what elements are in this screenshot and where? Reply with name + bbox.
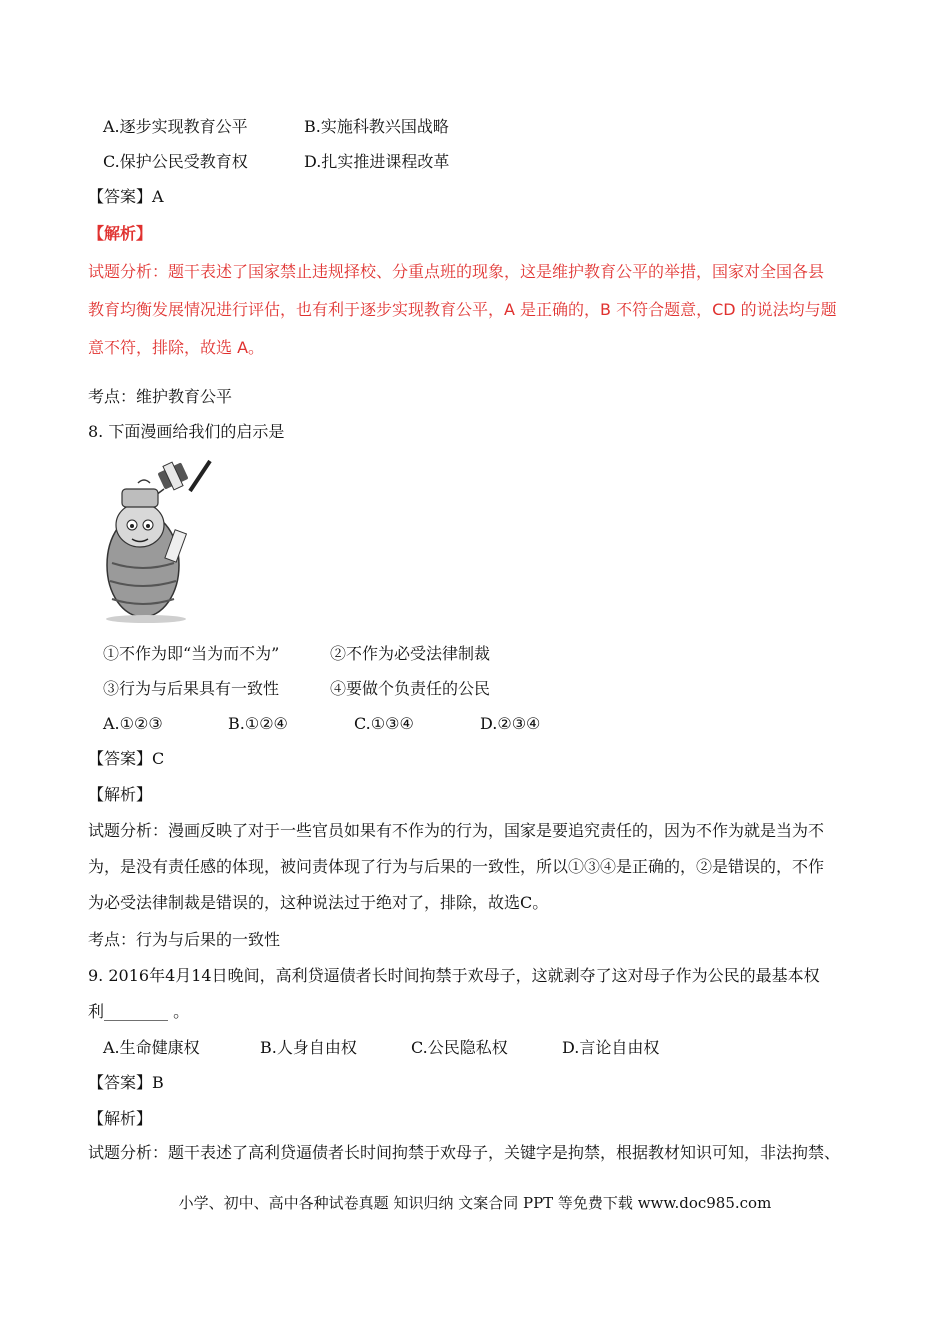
q8-option-d: D.②③④ — [480, 714, 541, 733]
q8-answer: 【答案】C — [88, 749, 165, 768]
q8-analysis-line-2: 为，是没有责任感的体现，被问责体现了行为与后果的一致性，所以①③④是正确的，②是错误的，不作 — [88, 857, 825, 876]
q8-statement-2: ②不作为必受法律制裁 — [330, 644, 491, 663]
q7-analysis-line-2: 教育均衡发展情况进行评估，也有利于逐步实现教育公平，A 是正确的，B 不符合题意，CD 的说法均与题 — [88, 300, 837, 319]
q7-answer: 【答案】A — [88, 187, 164, 206]
q8-kaodian: 考点：行为与后果的一致性 — [88, 930, 281, 949]
q9-analysis-line-1: 试题分析：题干表述了高利贷逼债者长时间拘禁于欢母子，关键字是拘禁，根据教材知识可知，非法拘禁、 — [88, 1143, 841, 1162]
q8-option-c: C.①③④ — [354, 714, 414, 733]
q8-option-a: A.①②③ — [103, 714, 163, 733]
q8-analysis-tag: 【解析】 — [88, 785, 153, 804]
q8-analysis-line-1: 试题分析：漫画反映了对于一些官员如果有不作为的行为，国家是要追究责任的，因为不作为就是当为不 — [88, 821, 825, 840]
q7-analysis-line-1: 试题分析：题干表述了国家禁止违规择校、分重点班的现象，这是维护教育公平的举措，国家对全国各县 — [88, 262, 825, 281]
q7-option-b: B.实施科教兴国战略 — [304, 117, 449, 136]
q8-statement-3: ③行为与后果具有一致性 — [103, 679, 280, 698]
q9-option-a: A.生命健康权 — [103, 1038, 200, 1057]
q7-kaodian: 考点：维护教育公平 — [88, 387, 233, 406]
q8-statement-1: ①不作为即“当为而不为” — [103, 644, 280, 663]
q8-statement-4: ④要做个负责任的公民 — [330, 679, 491, 698]
q7-option-d: D.扎实推进课程改革 — [304, 152, 450, 171]
q7-analysis-line-3: 意不符，排除，故选 A。 — [88, 338, 265, 357]
q7-option-a: A.逐步实现教育公平 — [103, 117, 248, 136]
q8-option-b: B.①②④ — [228, 714, 288, 733]
page-footer: 小学、初中、高中各种试卷真题 知识归纳 文案合同 PPT 等免费下载 www.doc985.com — [178, 1194, 772, 1212]
q9-stem-line-2: 利________ 。 — [88, 1002, 190, 1021]
q9-option-c: C.公民隐私权 — [411, 1038, 508, 1057]
q9-option-b: B.人身自由权 — [260, 1038, 357, 1057]
q8-stem: 8. 下面漫画给我们的启示是 — [88, 422, 285, 441]
q9-option-d: D.言论自由权 — [562, 1038, 660, 1057]
q9-analysis-tag: 【解析】 — [88, 1109, 153, 1128]
q8-analysis-line-3: 为必受法律制裁是错误的，这种说法过于绝对了，排除，故选C。 — [88, 893, 549, 912]
q7-option-c: C.保护公民受教育权 — [103, 152, 248, 171]
q7-analysis-tag: 【解析】 — [88, 224, 153, 243]
cartoon-image — [98, 455, 218, 625]
gavel-icon — [157, 461, 210, 491]
q9-answer: 【答案】B — [88, 1073, 164, 1092]
q9-stem-line-1: 9. 2016年4月14日晚间，高利贷逼债者长时间拘禁于欢母子，这就剥夺了这对母子作为公民的最基本权 — [88, 966, 820, 985]
